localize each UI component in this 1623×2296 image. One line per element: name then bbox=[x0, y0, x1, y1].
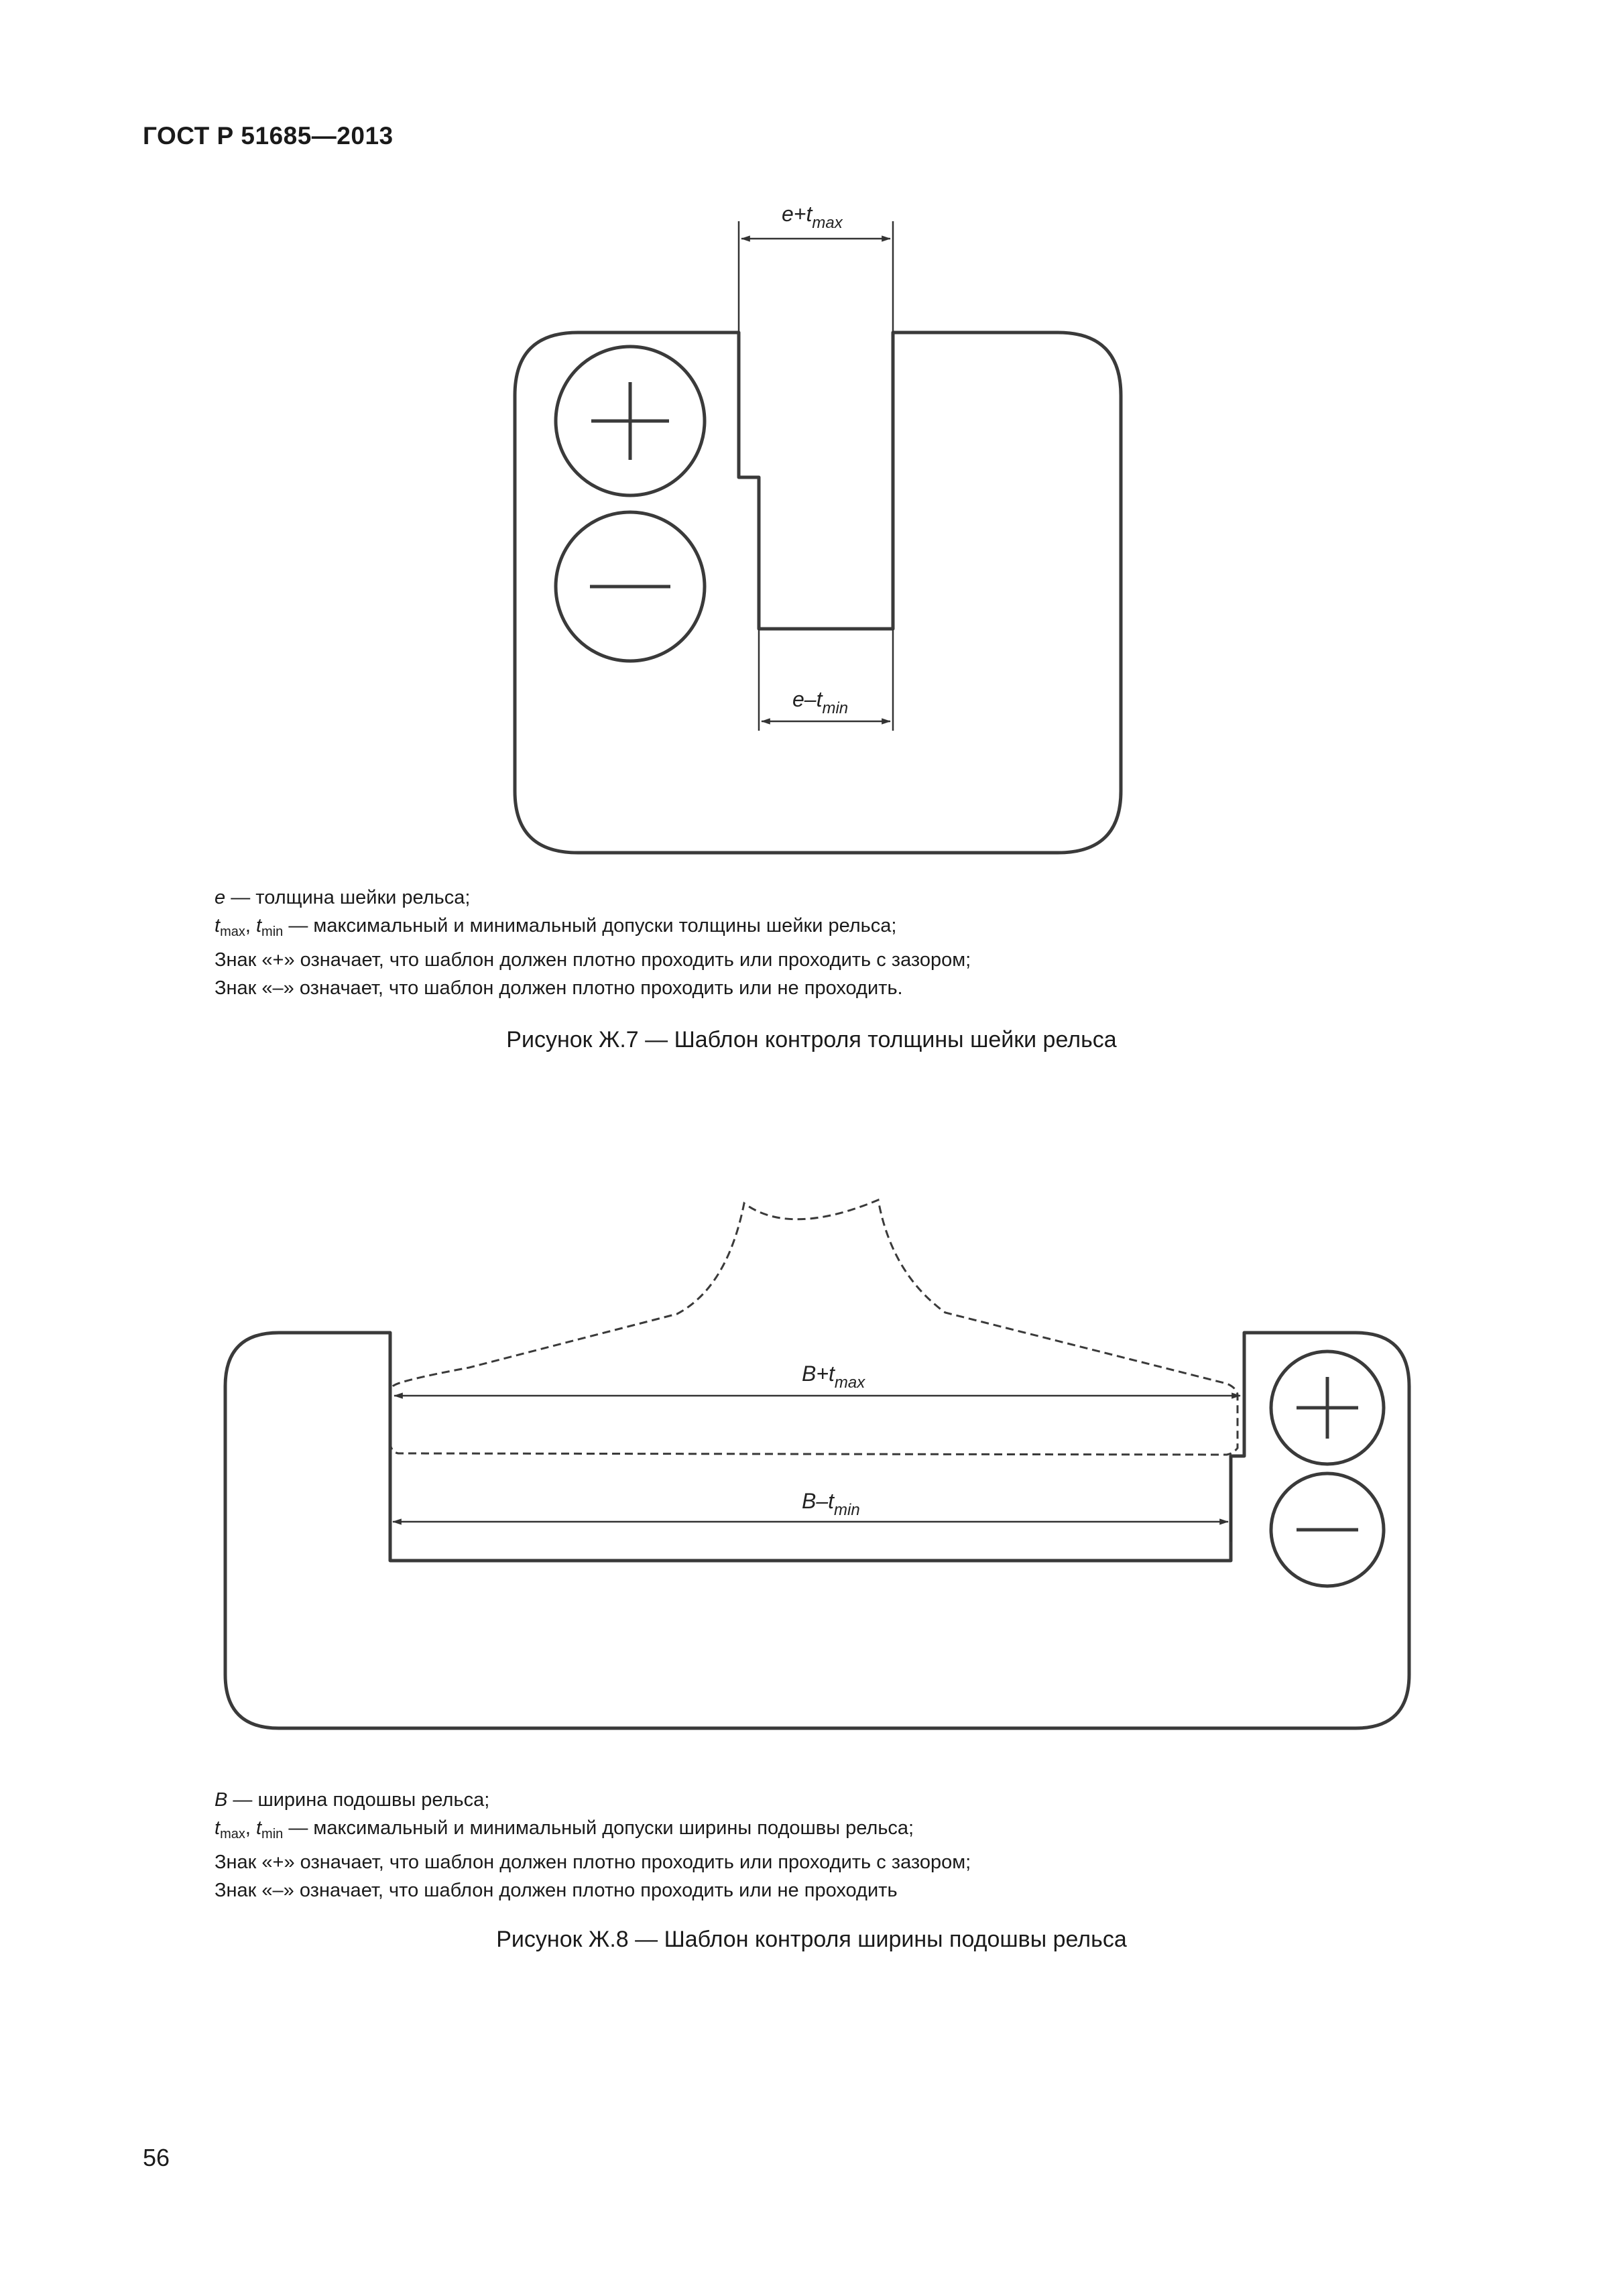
svg-text:e–tmin: $e-t_{min}$ bbox=[792, 687, 849, 717]
template-outline bbox=[515, 333, 1121, 853]
figure-7-drawing bbox=[0, 0, 1623, 885]
minus-icon bbox=[556, 512, 705, 661]
dimension-b-plus-tmax bbox=[394, 1362, 1240, 1396]
figure-8-drawing bbox=[0, 1140, 1623, 1756]
legend-line-minus: Знак «–» означает, что шаблон должен плотно проходить или не проходить. bbox=[215, 977, 903, 999]
dimension-b-minus-tmin bbox=[393, 1456, 1231, 1542]
legend-line-t: $t_{max}$, $t_{min}$ — максимальный и минимальный допуски толщины шейки рельса; bbox=[215, 915, 897, 939]
page-number: 56 bbox=[143, 2144, 170, 2171]
svg-text:B–tmin: $B-t_{min}$ bbox=[802, 1489, 860, 1519]
page-header: ГОСТ Р 51685—2013 bbox=[143, 122, 394, 149]
figure-8-legend bbox=[215, 1786, 971, 1905]
svg-text:B+tmax: $B+t_{max}$ bbox=[802, 1362, 865, 1392]
legend-line-e: e — толщина шейки рельса; bbox=[215, 887, 471, 908]
rail-foot-outline bbox=[390, 1200, 1238, 1455]
figure-8-caption: Рисунок Ж.8 — Шаблон контроля ширины подошвы рельса bbox=[496, 1927, 1127, 1952]
legend-line-minus: Знак «–» означает, что шаблон должен плотно проходить или не проходить bbox=[215, 1880, 898, 1901]
plus-icon bbox=[1271, 1351, 1384, 1464]
legend-line-b: B — ширина подошвы рельса; bbox=[215, 1789, 490, 1811]
legend-line-plus: Знак «+» означает, что шаблон должен плотно проходить или проходить с зазором; bbox=[215, 1852, 971, 1873]
figure-7-caption: Рисунок Ж.7 — Шаблон контроля толщины шейки рельса bbox=[506, 1027, 1117, 1052]
legend-line-t: $t_{max}$, $t_{min}$ — максимальный и минимальный допуски ширины подошвы рельса; bbox=[215, 1817, 914, 1841]
dimension-e-minus-tmin bbox=[759, 629, 893, 731]
legend-line-plus: Знак «+» означает, что шаблон должен плотно проходить или проходить с зазором; bbox=[215, 949, 971, 971]
figure-7-legend bbox=[215, 884, 971, 1002]
dimension-e-plus-tmax bbox=[739, 202, 893, 333]
svg-text:e+tmax: $e+t_{max}$ bbox=[782, 202, 843, 232]
minus-icon bbox=[1271, 1473, 1384, 1586]
plus-icon bbox=[556, 347, 705, 495]
